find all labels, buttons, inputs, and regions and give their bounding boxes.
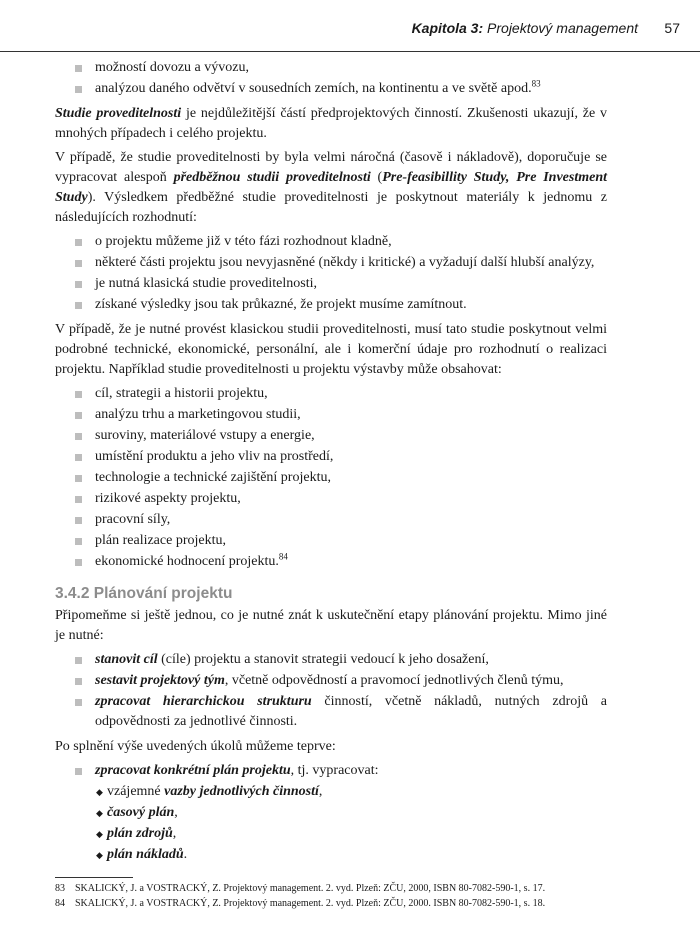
- bullet-list: [55, 232, 607, 315]
- text-run: rizikové aspekty projektu,: [95, 491, 241, 506]
- text-run: cíl, strategii a historii projektu,: [95, 386, 268, 401]
- text-run: plán realizace projektu,: [95, 533, 226, 548]
- bullet-list: [55, 761, 607, 865]
- text-run: možností dovozu a vývozu,: [95, 60, 249, 75]
- list-item: [55, 405, 607, 425]
- footnote-text: SKALICKÝ, J. a VOSTRACKÝ, Z. Projektový management. 2. vyd. Plzeň: ZČU, 2000. ISBN 80-7082-590-1, s. 18.: [75, 898, 546, 909]
- sub-list-item: [55, 803, 607, 823]
- text-run: , tj. vypracovat:: [290, 763, 379, 778]
- text-run: ). Výsledkem předběžné studie proveditelnosti je poskytnout materiály k jednomu z následujících rozhodnutí:: [55, 190, 607, 225]
- text-run: V případě, že studie proveditelnosti by byla velmi náročná (časově i nákladově), doporučuje se vypracovat alespoň: [55, 150, 607, 185]
- list-item: [55, 384, 607, 404]
- text-run: pracovní síly,: [95, 512, 171, 527]
- list-item: [55, 650, 607, 670]
- text-run: (cíle) projektu a stanovit strategii vedoucí k jeho dosažení,: [157, 652, 489, 667]
- text-run: analýzou daného odvětví v sousedních zemích, na kontinentu a ve světě apod.: [95, 81, 532, 96]
- bullet-list: [55, 384, 607, 572]
- emphasis-text: vazby jednotlivých činností: [164, 784, 319, 799]
- text-run: , včetně odpovědností a pravomocí jednotlivých členů týmu,: [224, 673, 564, 688]
- emphasis-text: Studie proveditelnosti: [55, 106, 182, 121]
- list-item: [55, 274, 607, 294]
- emphasis-text: Pre-feasibillity Study, Pre Investment Study: [55, 170, 607, 205]
- footnote-83: [55, 881, 655, 896]
- footnote-ref: 84: [278, 551, 288, 562]
- text-run: některé části projektu jsou nevyjasněné (někdy i kritické) a vyžadují další hlubší analýzy,: [95, 255, 595, 270]
- text-run: ,: [174, 805, 178, 820]
- list-item: [55, 531, 607, 551]
- list-item: [55, 447, 607, 467]
- emphasis-text: plán nákladů: [107, 847, 184, 862]
- footnote-rule: [55, 877, 133, 878]
- paragraph: [55, 737, 607, 757]
- emphasis-text: zpracovat hierarchickou strukturu: [95, 694, 312, 709]
- text-run: technologie a technické zajištění projektu,: [95, 470, 331, 485]
- list-item: [55, 468, 607, 488]
- text-run: analýzu trhu a marketingovou studii,: [95, 407, 301, 422]
- text-run: V případě, že je nutné provést klasickou studii proveditelnosti, musí tato studie poskytnout velmi podrobné technické, ekonomické, personální, ale i komerční údaje pro rozhodnutí o realizaci projektu. Například studie proveditelnosti u projektu výstavby může obsahovat:: [55, 322, 607, 377]
- text-run: (: [370, 170, 383, 185]
- text-run: ekonomické hodnocení projektu.: [95, 554, 279, 569]
- text-run: 3.4.2 Plánování projektu: [55, 585, 233, 602]
- text-run: .: [183, 847, 188, 862]
- list-item: [55, 510, 607, 530]
- text-run: suroviny, materiálové vstupy a energie,: [95, 428, 315, 443]
- paragraph: [55, 320, 607, 380]
- emphasis-text: stanovit cíl: [95, 652, 158, 667]
- footnotes: [55, 877, 655, 911]
- list-item: [55, 761, 607, 781]
- text-run: Po splnění výše uvedených úkolů můžeme teprve:: [55, 739, 336, 754]
- list-item: [55, 671, 607, 691]
- sub-list-item: [55, 845, 607, 865]
- text-run: ,: [172, 826, 177, 841]
- emphasis-text: plán zdrojů: [107, 826, 173, 841]
- emphasis-text: časový plán: [107, 805, 175, 820]
- text-run: vzájemné: [107, 784, 165, 799]
- bullet-list: [55, 650, 607, 732]
- text-run: ,: [318, 784, 323, 799]
- footnote-text: SKALICKÝ, J. a VOSTRACKÝ, Z. Projektový management. 2. vyd. Plzeň: ZČU, 2000, ISBN 80-7082-590-1, s. 17.: [75, 883, 546, 894]
- list-item: [55, 253, 607, 273]
- sub-list-item: [55, 824, 607, 844]
- list-item: [55, 58, 607, 78]
- page-body: [55, 0, 607, 865]
- emphasis-text: sestavit projektový tým: [95, 673, 225, 688]
- text-run: získané výsledky jsou tak průkazné, že projekt musíme zamítnout.: [95, 297, 467, 312]
- footnote-84: [55, 896, 655, 911]
- text-run: o projektu můžeme již v této fázi rozhodnout kladně,: [95, 234, 392, 249]
- emphasis-text: předběžnou studii proveditelnosti: [173, 170, 371, 185]
- paragraph: [55, 606, 607, 646]
- chapter-title: Projektový management: [487, 20, 638, 36]
- text-run: Připomeňme si ještě jednou, co je nutné znát k uskutečnění etapy plánování projektu. Mimo jiné je nutné:: [55, 608, 607, 643]
- paragraph: [55, 148, 607, 228]
- footnote-number: 84: [55, 898, 65, 909]
- text-run: je nutná klasická studie proveditelnosti,: [95, 276, 318, 291]
- text-run: je nejdůležitější částí předprojektových činností. Zkušenosti ukazují, že v mnohých případech i celého projektu.: [55, 106, 607, 141]
- emphasis-text: zpracovat konkrétní plán projektu: [95, 763, 291, 778]
- chapter-label: Kapitola 3:: [411, 20, 484, 36]
- footnote-ref: 83: [531, 78, 541, 89]
- list-item: [55, 489, 607, 509]
- list-item: [55, 426, 607, 446]
- list-item: [55, 692, 607, 732]
- text-run: činností, včetně nákladů, nutných zdrojů a odpovědnosti za jednotlivé činnosti.: [95, 694, 608, 729]
- sub-list-item: [55, 782, 607, 802]
- section-heading: [55, 584, 607, 604]
- footnote-number: 83: [55, 883, 65, 894]
- list-item: [55, 295, 607, 315]
- list-item: [55, 232, 607, 252]
- page-number: 57: [664, 20, 680, 36]
- bullet-list: [55, 58, 607, 99]
- list-item: [55, 552, 607, 572]
- paragraph: [55, 104, 607, 144]
- text-run: umístění produktu a jeho vliv na prostředí,: [95, 449, 334, 464]
- list-item: [55, 79, 607, 99]
